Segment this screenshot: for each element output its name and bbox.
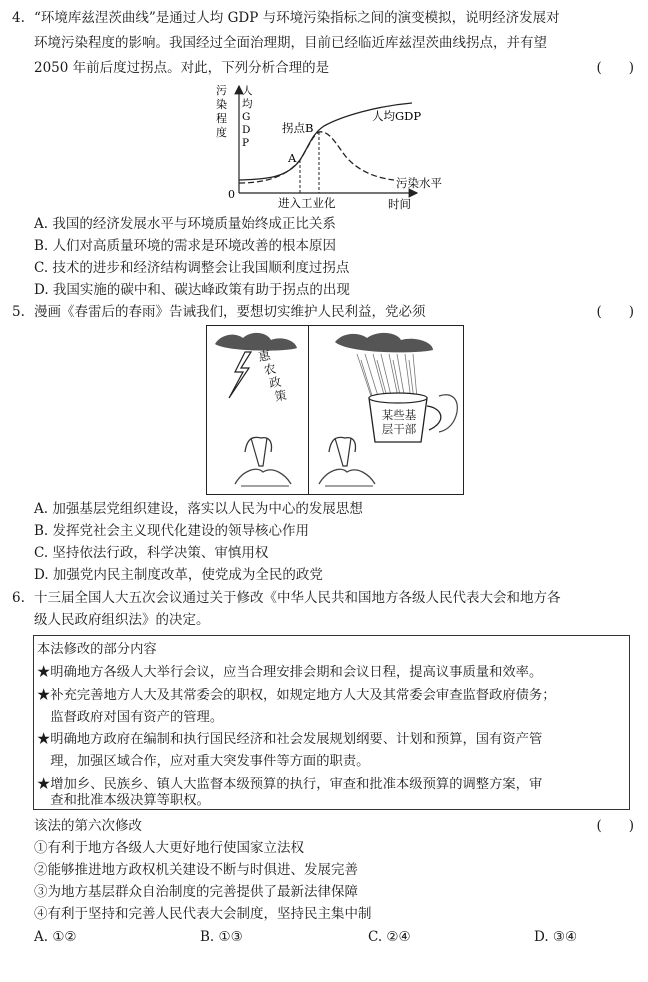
cartoon-right-label: 某些基 层干部 (381, 408, 417, 436)
q6-choice-c: C. ②④ (368, 929, 411, 945)
q5-answer-paren: ( ) (596, 304, 634, 320)
q4-option-b: B. 人们对高质量环境的需求是环境改善的根本原因 (34, 238, 337, 254)
pollution-curve (239, 132, 394, 183)
x-axis-label: 时间 (388, 197, 411, 211)
svg-text:P: P (242, 137, 250, 149)
origin-label: 0 (228, 188, 235, 201)
svg-text:污: 污 (216, 84, 227, 97)
q4-stem-line1: “环境库兹涅茨曲线”是通过人均 GDP 与环境污染指标之间的演变模拟，说明经济发展对 (34, 10, 560, 26)
svg-text:D: D (242, 124, 251, 136)
q6-stem-line2: 级人民政府组织法》的决定。 (34, 612, 210, 628)
q6-statement-3: ③为地方基层群众自治制度的完善提供了最新法律保障 (34, 884, 358, 900)
q4-answer-paren: ( ) (596, 60, 634, 76)
q4-stem-line2: 环境污染程度的影响。我国经过全面治理期，目前已经临近库兹涅茨曲线拐点，并有望 (34, 35, 547, 51)
q6-number: 6. (12, 590, 25, 606)
q6-choice-b: B. ①③ (200, 929, 243, 945)
box-line-2: ★补充完善地方人大及其常委会的职权，如规定地方人大及其常委会审查监督政府债务； (37, 688, 556, 703)
svg-text:G: G (242, 111, 251, 123)
q6-question: 该法的第六次修改 (34, 818, 142, 834)
q5-option-b: B. 发挥党社会主义现代化建设的领导核心作用 (34, 523, 310, 539)
svg-text:人: 人 (242, 85, 253, 97)
svg-text:程: 程 (216, 112, 227, 125)
cartoon-image (206, 325, 464, 495)
q5-option-a: A. 加强基层党组织建设，落实以人民为中心的发展思想 (34, 501, 363, 517)
q5-option-c: C. 坚持依法行政，科学决策、审慎用权 (34, 545, 269, 561)
q4-number: 4. (12, 10, 25, 26)
q5-number: 5. (12, 304, 25, 320)
pollution-label: 污染水平 (396, 176, 442, 190)
q5-option-d: D. 加强党内民主制度改革，使党成为全民的政党 (34, 567, 323, 583)
q4-option-c: C. 技术的进步和经济结构调整会让我国顺利度过拐点 (34, 260, 350, 276)
q4-stem-line3: 2050 年前后度过拐点。对此，下列分析合理的是 (34, 60, 330, 76)
point-a-label: A (288, 151, 297, 165)
q6-statement-2: ②能够推进地方政权机关建设不断与时俱进、发展完善 (34, 862, 358, 878)
q4-option-d: D. 我国实施的碳中和、碳达峰政策有助于拐点的出现 (34, 282, 350, 298)
svg-text:均: 均 (242, 98, 253, 110)
cartoon-drawing (207, 326, 463, 494)
svg-text:染: 染 (216, 98, 227, 111)
gdp-label: 人均GDP (372, 109, 422, 123)
q6-choice-d: D. ③④ (534, 929, 578, 945)
box-line-1: ★明确地方各级人大举行会议，应当合理安排会期和会议日程，提高议事质量和效率。 (37, 665, 543, 680)
box-line-5: 理，加强区域合作，应对重大突发事件等方面的职责。 (37, 754, 370, 769)
cartoon-left-label: 惠 农 政 策 (257, 348, 288, 404)
q4-option-a: A. 我国的经济发展水平与环境质量始终成正比关系 (34, 216, 336, 232)
y-axis-label-gdp (242, 84, 253, 149)
q6-answer-paren: ( ) (596, 818, 634, 834)
y-axis-label-pollution (216, 84, 227, 139)
q5-stem: 漫画《春雷后的春雨》告诫我们，要想切实维护人民利益，党必须 (34, 304, 426, 320)
box-title: 本法修改的部分内容 (37, 642, 157, 657)
industrialization-label: 进入工业化 (278, 196, 336, 210)
kuznets-curve-chart (212, 80, 462, 212)
box-line-6: ★增加乡、民族乡、镇人大监督本级预算的执行，审查和批准本级预算的调整方案，审 (37, 777, 543, 792)
q6-choice-a: A. ①② (34, 929, 77, 945)
q6-stem-line1: 十三届全国人大五次会议通过关于修改《中华人民共和国地方各级人民代表大会和地方各 (34, 590, 561, 606)
box-line-3: 监督政府对国有资产的管理。 (37, 710, 224, 725)
svg-text:度: 度 (216, 126, 227, 139)
turning-point-label: 拐点B (282, 121, 314, 135)
box-line-4: ★明确地方政府在编制和执行国民经济和社会发展规划纲要、计划和预算，国有资产管 (37, 732, 543, 747)
q6-statement-4: ④有利于坚持和完善人民代表大会制度，坚持民主集中制 (34, 906, 372, 922)
law-amendment-box (33, 635, 630, 810)
box-line-7: 查和批准本级决算等职权。 (37, 793, 210, 808)
q6-statement-1: ①有利于地方各级人大更好地行使国家立法权 (34, 840, 304, 856)
